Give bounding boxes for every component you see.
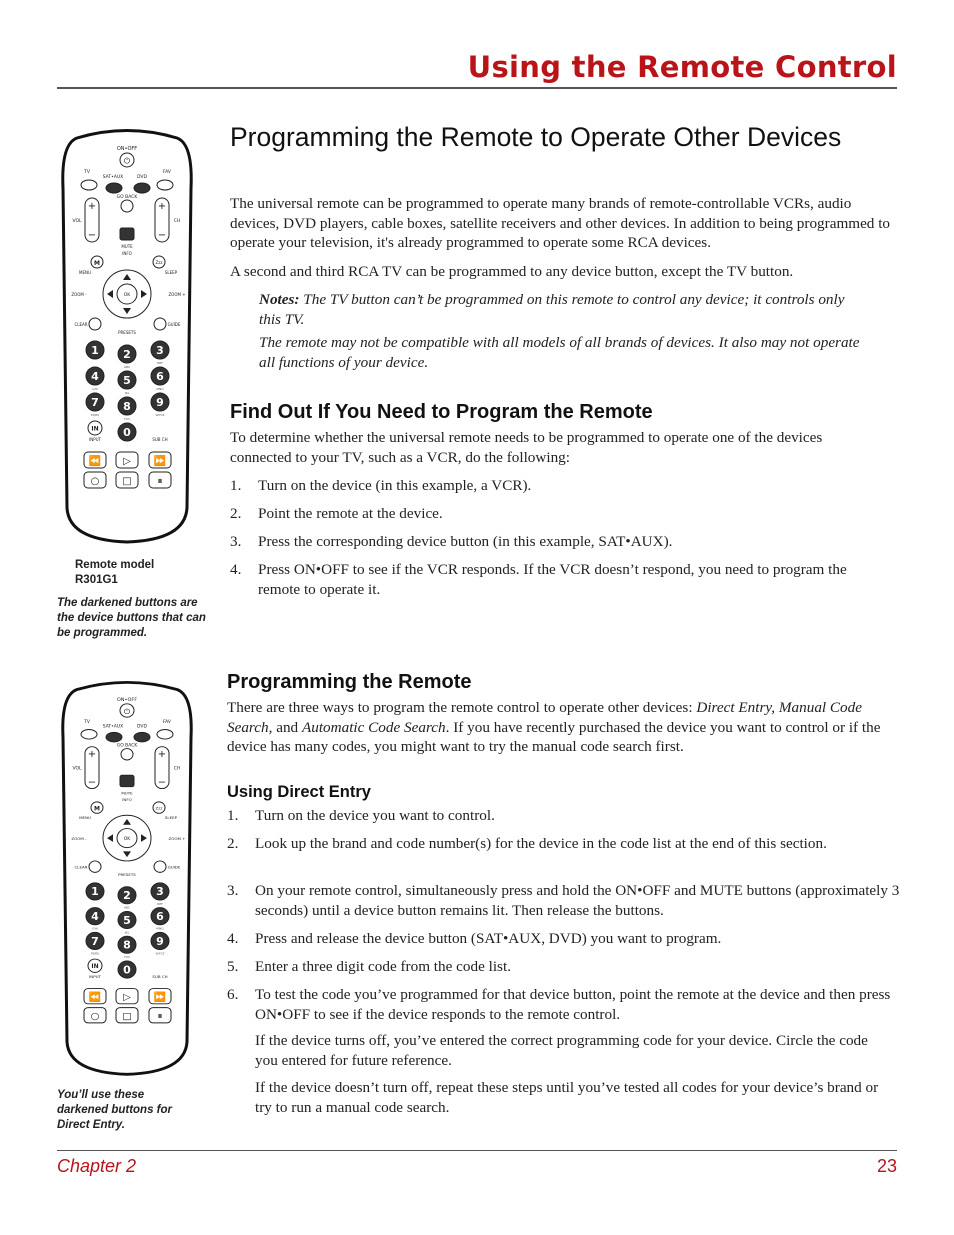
vol-minus-icon: −: [87, 230, 97, 241]
list-item-text: Turn on the device you want to control.: [255, 807, 495, 824]
digit-label: 6: [156, 910, 164, 923]
go-back-button: [121, 200, 133, 212]
go-back-label: GO BACK: [116, 195, 138, 200]
ok-label: OK: [123, 837, 131, 842]
digit-letters: PQRS: [90, 951, 100, 956]
input-icon: IN: [91, 964, 99, 971]
digit-label: 5: [123, 374, 131, 387]
digit-letters: GHI: [92, 387, 98, 391]
digit-letters: DEF: [157, 361, 163, 365]
sub-ch-label: SUB CH: [152, 974, 168, 980]
mute-button: [120, 775, 134, 786]
dvd-label: DVD: [137, 724, 147, 730]
clear-label: CLEAR: [74, 322, 88, 327]
ch-label: CH: [173, 219, 181, 224]
on-off-label: ON•OFF: [116, 697, 138, 703]
digit-label: 0: [123, 426, 131, 439]
list-item-text: Press and release the device button (SAT•AUX, DVD) you want to program.: [255, 930, 722, 947]
guide-button: [154, 318, 166, 330]
digit-letters: WXYZ: [155, 951, 165, 956]
list-item-number: 1.: [230, 477, 242, 494]
digit-letters: -: [126, 979, 128, 984]
find-out-intro: To determine whether the universal remote needs to be programmed to operate one of the devices connected to your TV, such as a VCR, do the following:: [230, 429, 823, 466]
digit-letters: MNO: [156, 387, 164, 391]
digit-letters: -: [126, 443, 128, 447]
mute-label: MUTE: [121, 790, 133, 796]
digit-label: 7: [91, 935, 99, 948]
fav-button: [157, 730, 173, 740]
digit-letters: GHI: [92, 926, 98, 931]
page-title: Programming the Remote to Operate Other Devices: [230, 122, 842, 152]
digit-label: 6: [156, 370, 164, 383]
list-item-number: 3.: [227, 882, 239, 899]
list-item-text: Look up the brand and code number(s) for the device in the code list at the end of this section.: [255, 835, 827, 852]
ch-plus-icon: +: [157, 201, 167, 212]
remote-model-text: Remote model R301G1: [75, 559, 155, 586]
transport-icon: □: [122, 476, 132, 487]
transport-icon: ○: [90, 476, 100, 487]
direct-entry-heading: Using Direct Entry: [227, 783, 371, 801]
info-label: INFO: [122, 251, 132, 256]
vol-plus-icon: +: [87, 201, 97, 212]
remote2-note-text: You’ll use these darkened buttons for Direct Entry.: [57, 1089, 173, 1131]
go-back-button: [121, 749, 133, 760]
remote-illustration-2: [57, 680, 197, 1080]
fav-label: FAV: [162, 719, 172, 725]
digit-label: 9: [156, 396, 164, 409]
zoom-minus-label: ZOOM -: [71, 836, 87, 841]
ch-label: CH: [173, 766, 181, 772]
sleep-label: SLEEP: [164, 270, 178, 275]
digit-letters: WXYZ: [155, 413, 165, 417]
list-item-text: Press ON•OFF to see if the VCR responds. If the VCR doesn’t respond, you need to program the remote to operate it.: [258, 561, 847, 598]
clear-label: CLEAR: [74, 864, 88, 870]
input-icon: IN: [91, 425, 99, 433]
note-2: The remote may not be compatible with all models of all brands of devices. It also may not operate all functions of your device.: [259, 334, 860, 371]
sleep-icon: Zzz: [155, 805, 163, 811]
list-item-number: 5.: [227, 958, 239, 975]
guide-label: GUIDE: [167, 864, 181, 870]
footer-rule: [57, 1150, 897, 1151]
digit-label: 2: [123, 889, 131, 902]
vol-minus-icon: −: [87, 776, 97, 788]
digit-letters: JKL: [124, 391, 130, 395]
page-header-title: Using the Remote Control: [467, 50, 897, 84]
fav-label: FAV: [162, 170, 172, 175]
programming-intro-e: . If you have recently purchased the device you want to control or if the device has many codes, you might want to try the manual code search first.: [227, 718, 881, 755]
vol-plus-icon: +: [87, 749, 97, 761]
transport-icon: ⏪: [88, 992, 102, 1003]
tv-label: TV: [84, 719, 90, 725]
power-icon: ⏻: [123, 706, 131, 716]
digit-label: 8: [123, 400, 131, 413]
digit-label: 4: [91, 910, 99, 923]
list-item-number: 2.: [227, 835, 239, 852]
sleep-label: SLEEP: [164, 815, 178, 821]
list-item-text: Point the remote at the device.: [258, 505, 443, 522]
transport-icon: ○: [90, 1011, 100, 1022]
zoom-plus-label: ZOOM +: [168, 836, 186, 841]
fav-button: [157, 180, 173, 190]
programming-intro-d: Automatic Code Search: [301, 718, 446, 736]
presets-label: PRESETS: [118, 330, 136, 335]
find-out-heading: Find Out If You Need to Program the Remote: [230, 401, 653, 423]
intro-paragraph-2: A second and third RCA TV can be programmed to any device button, except the TV button.: [230, 263, 794, 280]
notes-label: Notes:: [259, 291, 300, 308]
programming-heading: Programming the Remote: [227, 671, 472, 693]
transport-icon: ▷: [123, 992, 131, 1003]
mute-button: [120, 228, 134, 240]
direct-entry-after-2: If the device doesn’t turn off, repeat these steps until you’ve tested all codes for your device’s brand or try to run a manual code search.: [255, 1079, 879, 1116]
remote-svg: [57, 128, 197, 548]
header-rule: [57, 87, 897, 89]
footer-page-number: 23: [876, 1156, 897, 1176]
power-icon: ⏻: [123, 156, 131, 166]
digit-letters: ABC: [123, 905, 131, 910]
ok-label: OK: [123, 293, 131, 298]
clear-button: [89, 318, 101, 330]
direct-entry-after-1: If the device turns off, you’ve entered the correct programming code for your device. Circle the code you entered for future reference.: [255, 1032, 868, 1069]
note-1-text: The TV button can’t be programmed on this remote to control any device; it controls only this TV.: [259, 291, 845, 328]
sleep-icon: Zzz: [155, 260, 163, 265]
sat-aux-button: [106, 732, 122, 742]
digit-label: 9: [156, 935, 164, 948]
dvd-button: [134, 732, 150, 742]
dvd-label: DVD: [137, 175, 147, 180]
remote1-note-text: The darkened buttons are the device buttons that can be programmed.: [57, 597, 206, 639]
vol-label: VOL: [72, 219, 82, 224]
digit-label: 5: [123, 914, 131, 927]
presets-label: PRESETS: [118, 872, 136, 878]
digit-label: 3: [156, 885, 164, 899]
guide-label: GUIDE: [167, 322, 181, 327]
transport-icon: □: [122, 1011, 132, 1022]
list-item-number: 4.: [227, 930, 239, 947]
note-1: [259, 290, 859, 329]
clear-button: [89, 861, 101, 872]
input-label: INPUT: [89, 974, 101, 980]
programming-intro-b: Direct Entry, Manual Code Search,: [227, 699, 862, 736]
tv-button: [81, 180, 97, 190]
digit-label: 4: [91, 370, 99, 383]
digit-label: 8: [123, 938, 131, 952]
digit-letters: MNO: [156, 926, 164, 931]
info-label: INFO: [122, 797, 132, 802]
digit-letters: PQRS: [90, 413, 100, 417]
programming-intro-a: There are three ways to program the remote control to operate other devices:: [227, 699, 697, 716]
list-item-number: 1.: [227, 807, 239, 824]
list-item-text: To test the code you’ve programmed for that device button, point the remote at the device and then press ON•OFF to see if the device responds to the remote control.: [255, 986, 891, 1023]
vol-label: VOL: [72, 766, 82, 772]
list-item-text: Turn on the device (in this example, a VCR).: [258, 477, 532, 494]
zoom-plus-label: ZOOM +: [168, 292, 186, 297]
list-item-number: 4.: [230, 561, 242, 578]
list-item-number: 2.: [230, 505, 242, 522]
list-item-number: 6.: [227, 986, 239, 1003]
transport-icon: ⏩: [153, 456, 167, 467]
menu-icon: M: [94, 260, 100, 267]
mute-label: MUTE: [121, 244, 133, 249]
digit-label: 2: [123, 348, 131, 361]
list-item-text: On your remote control, simultaneously press and hold the ON•OFF and MUTE buttons (approximately 3 seconds) until a device button remains lit. Then release the buttons.: [255, 882, 900, 919]
remote-model-caption: [75, 558, 185, 588]
remote-illustration-1: [57, 128, 197, 548]
menu-label: MENU: [79, 270, 91, 275]
digit-label: 1: [91, 344, 99, 357]
programming-intro-c: and: [272, 718, 302, 736]
list-item-number: 3.: [230, 533, 242, 550]
sat-aux-button: [106, 183, 122, 193]
menu-label: MENU: [79, 815, 91, 821]
list-item-text: Press the corresponding device button (in this example, SAT•AUX).: [258, 533, 673, 550]
transport-icon: ▷: [123, 456, 131, 467]
guide-button: [154, 861, 166, 872]
remote1-note-caption: [57, 596, 217, 641]
programming-intro: [227, 698, 903, 757]
on-off-label: ON•OFF: [116, 146, 138, 152]
digit-label: 3: [156, 344, 164, 357]
ch-plus-icon: +: [157, 749, 167, 761]
tv-button: [81, 730, 97, 740]
dvd-button: [134, 183, 150, 193]
tv-label: TV: [84, 170, 90, 175]
go-back-label: GO BACK: [116, 743, 138, 749]
transport-icon: ⏸: [157, 1011, 163, 1022]
input-label: INPUT: [89, 437, 101, 442]
zoom-minus-label: ZOOM -: [71, 292, 87, 297]
transport-icon: ⏩: [153, 992, 167, 1003]
list-item-text: Enter a three digit code from the code list.: [255, 958, 511, 975]
digit-label: 0: [123, 963, 131, 977]
sub-ch-label: SUB CH: [152, 437, 168, 442]
ch-minus-icon: −: [157, 776, 167, 788]
remote-svg: [57, 680, 197, 1080]
sat-aux-label: SAT•AUX: [102, 175, 124, 180]
digit-letters: ABC: [123, 365, 131, 369]
digit-letters: JKL: [124, 930, 130, 935]
digit-letters: TUV: [123, 417, 131, 421]
digit-label: 1: [91, 885, 99, 899]
intro-paragraph: The universal remote can be programmed to operate many brands of remote-controllable VCRs, audio devices, DVD players, cable boxes, satellite receivers and other devices. In addition to being programmed to operate your television, it's already programmed to operate some RCA devices.: [230, 195, 891, 251]
digit-letters: DEF: [157, 901, 163, 906]
menu-icon: M: [94, 806, 100, 813]
transport-icon: ⏸: [157, 476, 163, 487]
sat-aux-label: SAT•AUX: [102, 724, 124, 730]
ch-minus-icon: −: [157, 230, 167, 241]
digit-label: 7: [91, 396, 99, 409]
remote2-note-caption: [57, 1088, 197, 1133]
footer-chapter: Chapter 2: [57, 1156, 137, 1176]
transport-icon: ⏪: [88, 456, 102, 467]
digit-letters: TUV: [123, 955, 131, 960]
